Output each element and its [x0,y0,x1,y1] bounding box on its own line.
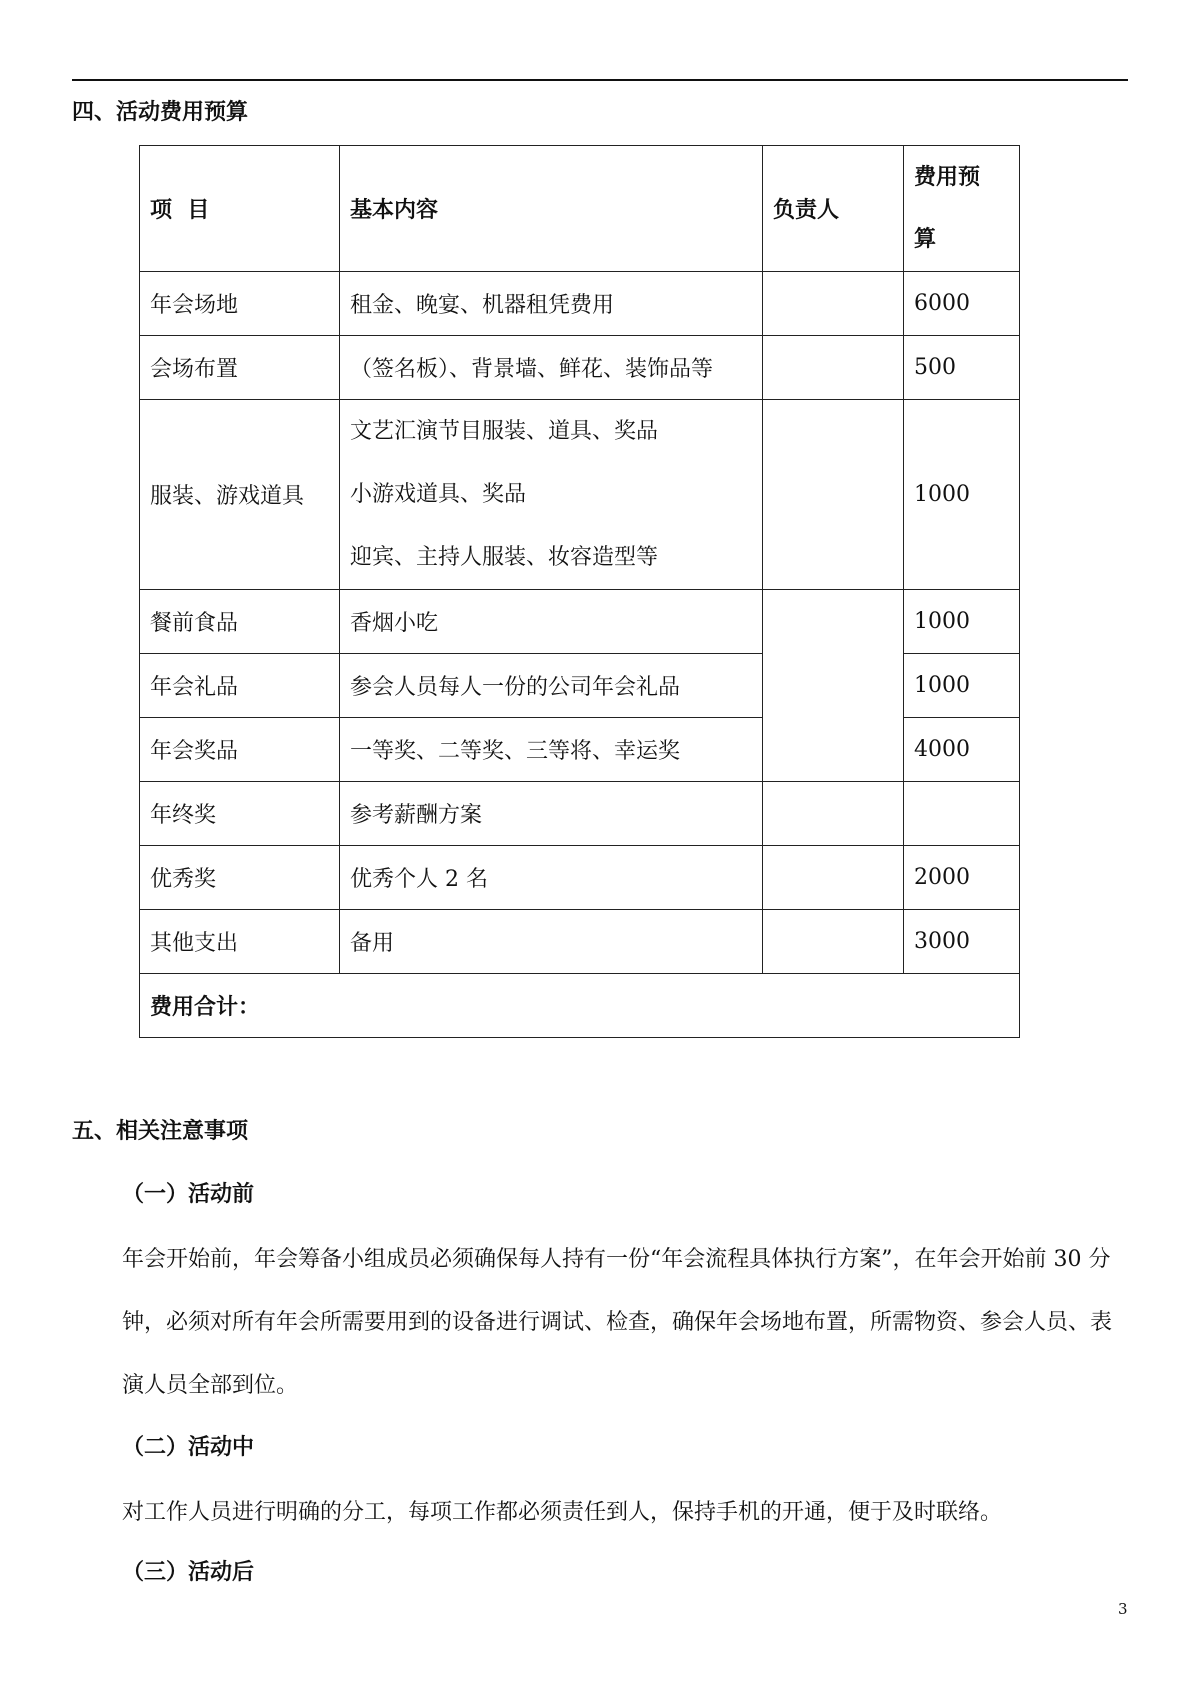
row-budget [904,782,1020,846]
section-5-title: 五、相关注意事项 [72,1119,249,1144]
row-item: 年会场地 [140,272,340,336]
row-owner [763,910,904,974]
header-budget: 费用预算 [904,146,1020,272]
row-budget: 1000 [904,654,1020,718]
row-owner [763,400,904,590]
table-row [140,400,1020,590]
row-owner [763,846,904,910]
table-row [140,336,1020,400]
section-4-title: 四、活动费用预算 [72,100,249,125]
row-item: 年会奖品 [140,718,340,782]
subsection-during-title: （二）活动中 [122,1435,255,1460]
header-owner: 负责人 [763,146,904,272]
row-budget: 1000 [904,590,1020,654]
row-content: 优秀个人 2 名 [340,846,763,910]
row-content-line: 文艺汇演节目服装、道具、奖品 [350,419,659,444]
subsection-after-title: （三）活动后 [122,1560,255,1585]
row-content: 参会人员每人一份的公司年会礼品 [340,654,763,718]
row-item: 优秀奖 [140,846,340,910]
row-budget: 4000 [904,718,1020,782]
row-content: 备用 [340,910,763,974]
row-item: 服装、游戏道具 [140,400,340,590]
row-budget: 500 [904,336,1020,400]
row-budget: 2000 [904,846,1020,910]
row-item: 会场布置 [140,336,340,400]
header-item: 项 目 [140,146,340,272]
row-content: 租金、晚宴、机器租凭费用 [340,272,763,336]
row-content-line: 小游戏道具、奖品 [350,482,527,507]
row-content: 参考薪酬方案 [340,782,763,846]
row-budget: 6000 [904,272,1020,336]
subsection-before-text: 年会开始前，年会筹备小组成员必须确保每人持有一份“年会流程具体执行方案”，在年会开始前 30 分钟，必须对所有年会所需要用到的设备进行调试、检查，确保年会场地布置，所需物资、参会人员、表演人员全部到位。 [122,1247,1113,1398]
row-item: 年终奖 [140,782,340,846]
total-label: 费用合计： [140,974,1020,1038]
row-owner [763,272,904,336]
row-budget: 3000 [904,910,1020,974]
row-content-line: 迎宾、主持人服装、妆容造型等 [350,545,659,570]
table-row [140,910,1020,974]
row-owner [763,782,904,846]
subsection-during-text: 对工作人员进行明确的分工，每项工作都必须责任到人，保持手机的开通，便于及时联络。 [122,1500,1003,1525]
table-total-row [140,974,1020,1038]
subsection-before-title: （一）活动前 [122,1182,255,1207]
row-content: 香烟小吃 [340,590,763,654]
row-content: 一等奖、二等奖、三等将、幸运奖 [340,718,763,782]
budget-table [139,145,1020,1038]
table-row [140,590,1020,654]
row-item: 其他支出 [140,910,340,974]
table-row [140,846,1020,910]
table-row [140,272,1020,336]
row-content [340,400,763,590]
page-number: 3 [1118,1600,1128,1618]
header-content: 基本内容 [340,146,763,272]
row-item: 年会礼品 [140,654,340,718]
row-item: 餐前食品 [140,590,340,654]
row-owner [763,336,904,400]
table-row [140,782,1020,846]
table-header-row [140,146,1020,272]
header-rule [72,79,1128,81]
row-budget: 1000 [904,400,1020,590]
row-owner-merged [763,590,904,782]
row-content: （签名板）、背景墙、鲜花、装饰品等 [340,336,763,400]
